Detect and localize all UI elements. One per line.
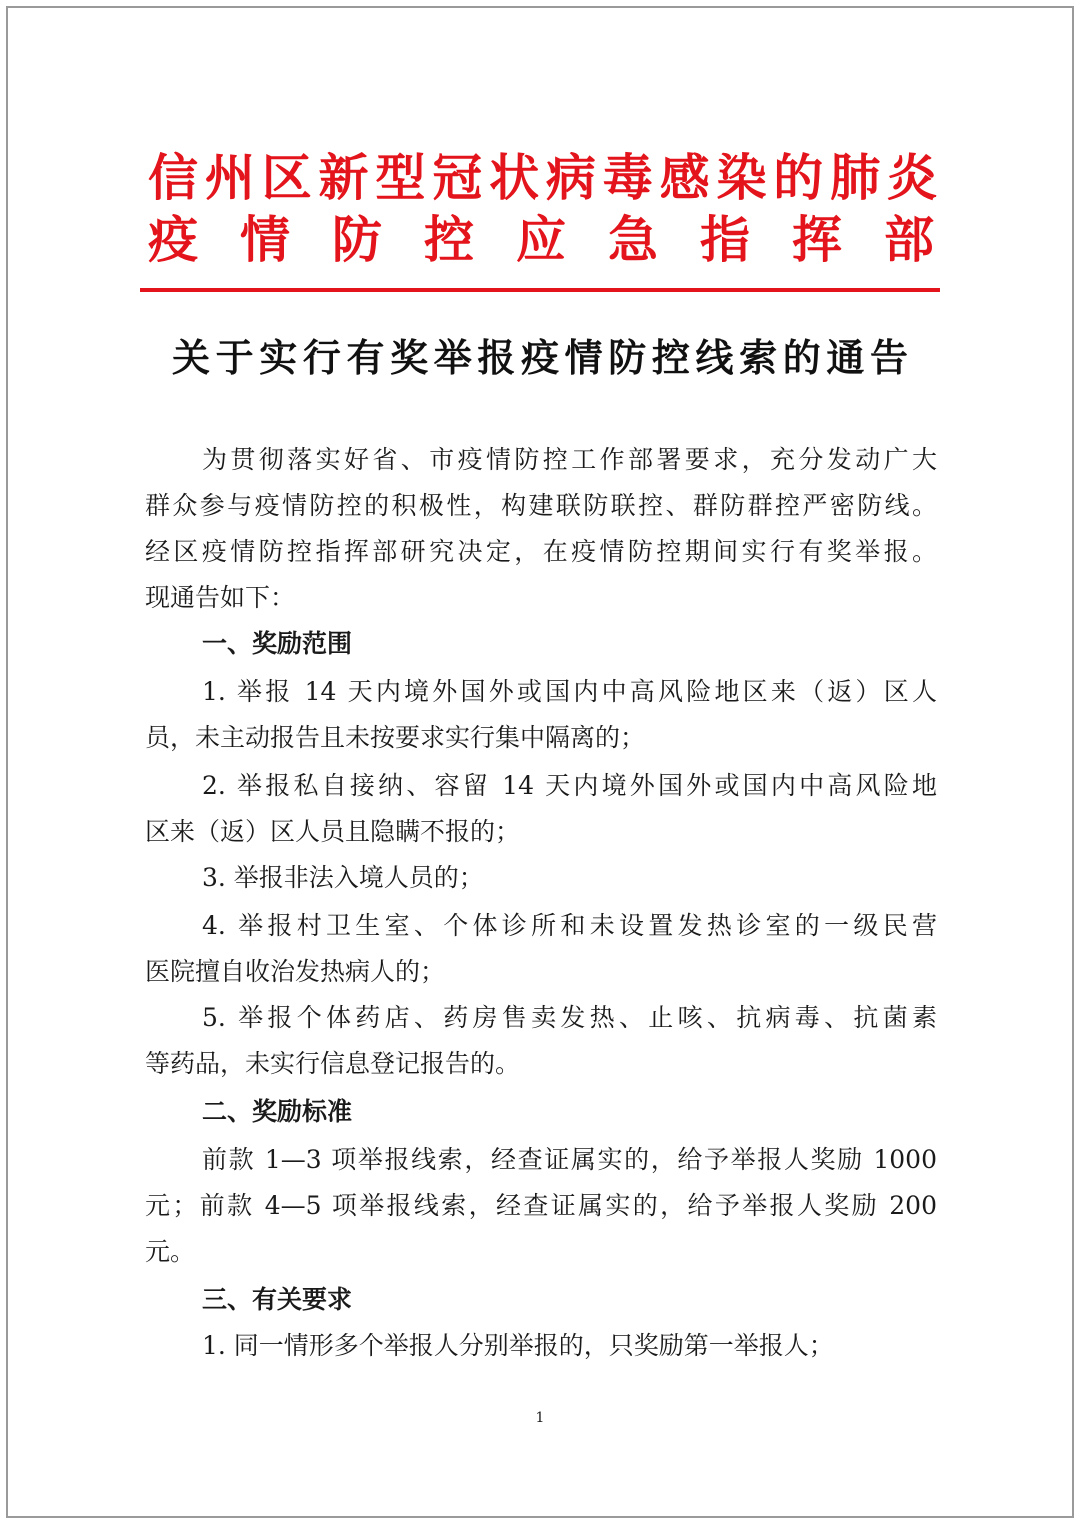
section-heading: 三、有关要求 [202,1285,353,1314]
body-line: 2. 举报私自接纳、容留 14 天内境外国外或国内中高风险地 [202,771,937,800]
issuer-header-line-2: 疫情防控应急指挥部 [148,211,934,269]
body-line: 3. 举报非法入境人员的； [202,863,484,892]
body-line: 等药品，未实行信息登记报告的。 [145,1049,521,1078]
body-line: 4. 举报村卫生室、个体诊所和未设置发热诊室的一级民营 [202,911,937,940]
page-number: 1 [535,1410,545,1426]
issuer-header-line-1: 信州区新型冠状病毒感染的肺炎 [148,149,934,207]
body-line: 经区疫情防控指挥部研究决定，在疫情防控期间实行有奖举报。 [145,537,937,566]
body-line: 前款 1—3 项举报线索，经查证属实的，给予举报人奖励 1000 [202,1145,937,1174]
body-line: 现通告如下： [145,583,296,612]
section-heading: 一、奖励范围 [202,629,353,658]
body-line: 1. 举报 14 天内境外国外或国内中高风险地区来（返）区人 [202,677,937,706]
body-line: 为贯彻落实好省、市疫情防控工作部署要求，充分发动广大 [202,445,937,474]
section-heading: 二、奖励标准 [202,1097,353,1126]
body-line: 医院擅自收治发热病人的； [145,957,446,986]
body-line: 元；前款 4—5 项举报线索，经查证属实的，给予举报人奖励 200 [145,1191,937,1220]
red-divider [140,288,940,292]
body-line: 群众参与疫情防控的积极性，构建联防联控、群防群控严密防线。 [145,491,937,520]
body-line: 1. 同一情形多个举报人分别举报的，只奖励第一举报人； [202,1331,834,1360]
body-line: 元。 [145,1237,196,1266]
notice-title: 关于实行有奖举报疫情防控线索的通告 [172,335,908,380]
body-line: 员，未主动报告且未按要求实行集中隔离的； [145,723,646,752]
body-line: 5. 举报个体药店、药房售卖发热、止咳、抗病毒、抗菌素 [202,1003,937,1032]
body-line: 区来（返）区人员且隐瞒不报的； [145,817,521,846]
